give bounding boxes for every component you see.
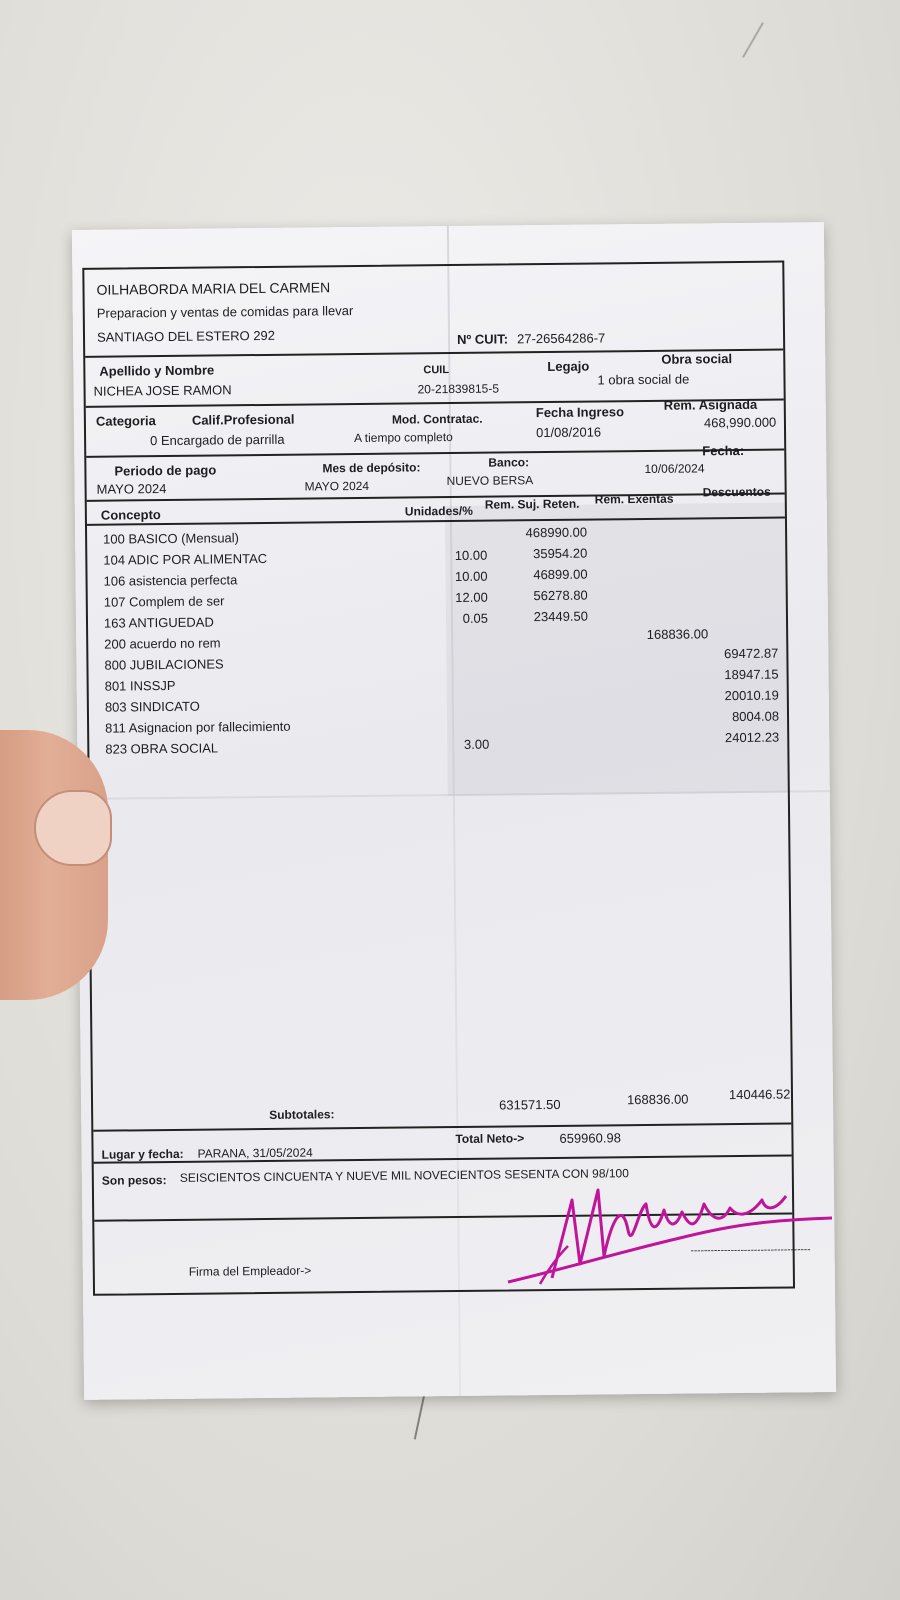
pesos-label: Son pesos: [101,1173,167,1188]
calif-value: 0 Encargado de parrilla [150,431,285,449]
table-cell-concepto: 106 asistencia perfecta [103,572,238,589]
table-cell-concepto: 800 JUBILACIONES [104,656,224,673]
table-cell-rem: 23449.50 [533,608,589,624]
table-cell-concepto: 100 BASICO (Mensual) [103,530,240,547]
divider [93,1122,791,1131]
neto-value: 659960.98 [559,1130,621,1146]
periodo-label: Periodo de pago [114,462,217,479]
table-cell-rem: 56278.80 [533,587,588,603]
banco-value: NUEVO BERSA [446,473,534,489]
table-cell-unidades: 10.00 [454,547,488,563]
cuil-value: 20-21839815-5 [417,381,500,397]
subtotal-rem: 631571.50 [499,1096,561,1113]
table-cell-concepto: 811 Asignacion por fallecimiento [105,718,291,736]
firma-label: Firma del Empleador-> [188,1263,312,1279]
table-cell-descuentos: 69472.87 [724,645,779,662]
mes-value: MAYO 2024 [304,478,370,494]
obra-social-label: Obra social [661,351,733,367]
ingreso-label: Fecha Ingreso [535,404,625,421]
employer-signature [500,1160,840,1300]
calif-label: Calif.Profesional [191,411,295,428]
employee-name: NICHEA JOSE RAMON [93,382,232,399]
rem-asignada-value: 468,990.000 [703,414,777,431]
employer-activity: Preparacion y ventas de comidas para llevar [96,303,354,321]
rem-asignada-label: Rem. Asignada [663,396,758,413]
table-cell-concepto: 200 acuerdo no rem [104,635,221,652]
cuit-label: Nº CUIT: [456,331,509,347]
fecha-label: Fecha: [702,442,745,459]
header-descuentos: Descuentos [702,484,771,500]
ingreso-value: 01/08/2016 [535,424,602,441]
legajo-label: Legajo [547,358,590,374]
mes-label: Mes de depósito: [322,460,421,476]
divider [86,449,784,458]
periodo-value: MAYO 2024 [96,480,167,497]
thumb-nail [34,790,112,866]
table-cell-rem: 468990.00 [525,524,588,540]
mod-value: A tiempo completo [354,429,453,446]
table-cell-unidades: 0.05 [462,610,489,626]
table-cell-exentas: 168836.00 [646,626,709,643]
table-cell-descuentos: 18947.15 [724,666,779,683]
table-cell-unidades: 12.00 [455,589,488,605]
table-cell-rem: 35954.20 [532,545,588,561]
table-cell-descuentos: 20010.19 [724,687,779,704]
employer-address: SANTIAGO DEL ESTERO 292 [96,327,276,345]
header-concepto: Concepto [100,507,161,523]
table-cell-concepto: 163 ANTIGUEDAD [103,614,214,631]
employer-name: OILHABORDA MARIA DEL CARMEN [96,279,331,298]
pesos-value: SEISCIENTOS CINCUENTA Y NUEVE MIL NOVECIENTOS SESENTA CON 98/100 [179,1166,629,1185]
table-cell-unidades: 10.00 [454,568,488,584]
cuil-label: CUIL [423,364,450,377]
table-cell-concepto: 107 Complem de ser [103,593,225,610]
hand-thumb [0,730,108,1000]
mod-label: Mod. Contratac. [391,411,483,427]
cuit-value: 27-26564286-7 [516,330,606,347]
table-cell-descuentos: 8004.08 [731,708,780,725]
table-cell-unidades: 3.00 [463,736,490,752]
subtotales-label: Subtotales: [269,1107,335,1122]
name-label: Apellido y Nombre [99,362,215,379]
header-rem-suj: Rem. Suj. Reten. [484,496,580,512]
obra-social-value: 1 obra social de [597,371,690,388]
lugar-label: Lugar y fecha: [101,1146,184,1162]
table-cell-concepto: 801 INSSJP [104,677,176,694]
table-cell-concepto: 104 ADIC POR ALIMENTAC [103,550,268,568]
lugar-value: PARANA, 31/05/2024 [197,1145,313,1161]
categoria-label: Categoria [95,413,156,429]
fecha-value: 10/06/2024 [644,461,705,476]
header-rem-exentas: Rem. Exentas [594,491,674,507]
header-unidades: Unidades/% [404,503,473,519]
banco-label: Banco: [488,455,530,470]
divider [87,493,785,502]
table-cell-rem: 46899.00 [533,566,588,582]
subtotal-exentas: 168836.00 [626,1091,689,1108]
firma-line: ------------------------------------ [690,1244,811,1257]
payslip-frame [82,261,811,1296]
subtotal-descuentos: 140446.52 [728,1086,791,1103]
neto-label: Total Neto-> [455,1131,525,1147]
table-cell-concepto: 823 OBRA SOCIAL [105,740,219,757]
table-cell-descuentos: 24012.23 [724,729,780,746]
table-cell-concepto: 803 SINDICATO [104,698,200,715]
